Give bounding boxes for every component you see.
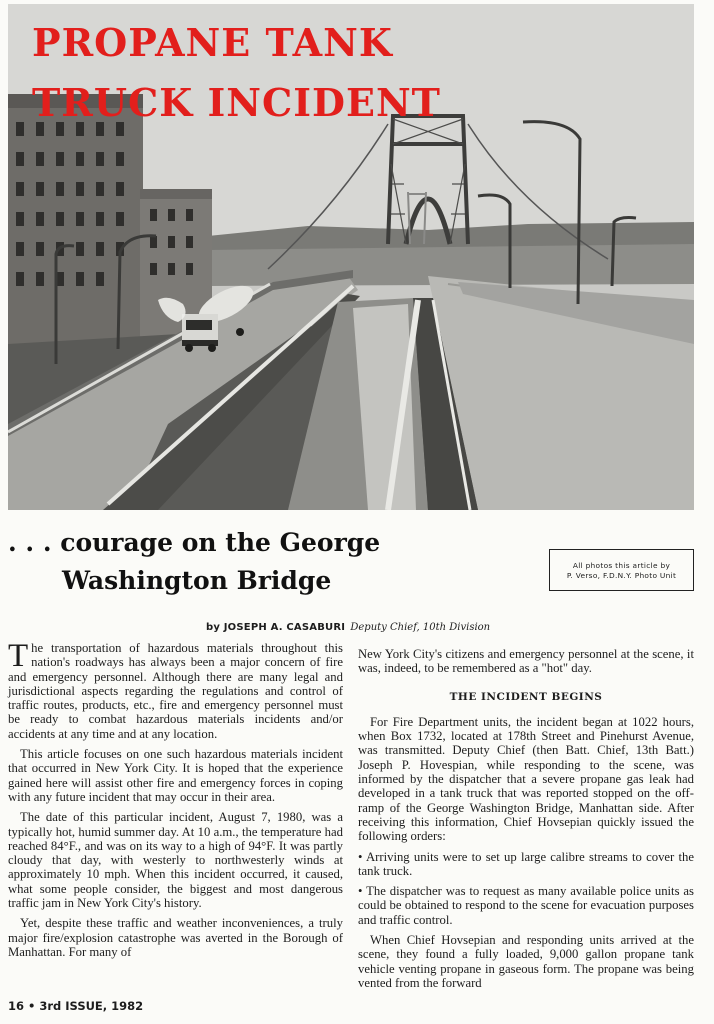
bridge-photo	[8, 4, 694, 510]
paragraph: This article focuses on one such hazardous materials incident that occurred in New York City. It is hoped that the experience gained here will assist other fire and emergency forces in coping with any future incident that may occur in their area.	[8, 747, 343, 804]
paragraph-text: he transportation of hazardous materials throughout this nation's roadways has always been a major concern of fire and emergency personnel. Although there are many legal and jurisdictional aspects regarding the regulations and control of traffic routes, products, etc., fire and emergency personnel must be ready to combat hazardous materials incidents and/or accidents at any time and at any location.	[8, 641, 343, 741]
headline-line-2: TRUCK INCIDENT	[32, 80, 441, 125]
headline-line-1: PROPANE TANK	[32, 20, 393, 65]
title-line-1: . . . courage on the George	[8, 528, 381, 557]
title-line-2: Washington Bridge	[62, 566, 332, 595]
page-footer: 16 • 3rd ISSUE, 1982	[8, 999, 144, 1013]
paragraph: When Chief Hovsepian and responding units arrived at the scene, they found a fully loaded, 9,000 gallon propane tank vehicle venting propane in gaseous form. The propane was being vented from the forward	[358, 933, 694, 990]
left-column	[8, 638, 343, 965]
paragraph: For Fire Department units, the incident began at 1022 hours, when Box 1732, located at 178th Street and Pinehurst Avenue, was transmitted. Deputy Chief (then Batt. Chief, 13th Batt.) Joseph P. Hovespian, while responding to the scene, was informed by the dispatcher that a severe propane gas leak had developed in a tank truck that was reported stopped on the off-ramp of the George Washington Bridge, Manhattan side. After receiving this information, Chief Hovsepian quickly issued the following orders:	[358, 714, 694, 844]
byline	[206, 622, 490, 633]
byline-role: Deputy Chief, 10th Division	[350, 622, 491, 633]
byline-author: by JOSEPH A. CASABURI	[206, 622, 346, 633]
bullet-item: • The dispatcher was to request as many available police units as could be obtained to respond to the scene for evacuation purposes and traffic control.	[358, 884, 694, 927]
paragraph	[8, 638, 343, 741]
photo-credit-line-1: All photos this article by	[572, 561, 671, 570]
right-column	[358, 647, 694, 996]
headline	[8, 4, 694, 144]
section-subheading: THE INCIDENT BEGINS	[449, 690, 603, 703]
paragraph: Yet, despite these traffic and weather inconveniences, a truly major fire/explosion catastrophe was averted in the Borough of Manhattan. For many of	[8, 916, 343, 959]
photo-credit-box	[549, 549, 694, 591]
bullet-item: • Arriving units were to set up large calibre streams to cover the tank truck.	[358, 849, 694, 878]
drop-cap: T	[8, 638, 29, 674]
paragraph: New York City's citizens and emergency personnel at the scene, it was, indeed, to be remembered as a "hot" day.	[358, 647, 694, 676]
photo-credit-line-2: P. Verso, F.D.N.Y. Photo Unit	[566, 570, 677, 580]
article-title	[8, 524, 380, 600]
paragraph: The date of this particular incident, August 7, 1980, was a typically hot, humid summer day. At 10 a.m., the temperature had reached 84°F., and was on its way to a high of 94°F. It was partly cloudy that day, with westerly to northwesterly winds at approximately 10 mph. When this incident occurred, it caused, what some people consider, the biggest and most dangerous traffic jam in New York City's history.	[8, 810, 343, 911]
